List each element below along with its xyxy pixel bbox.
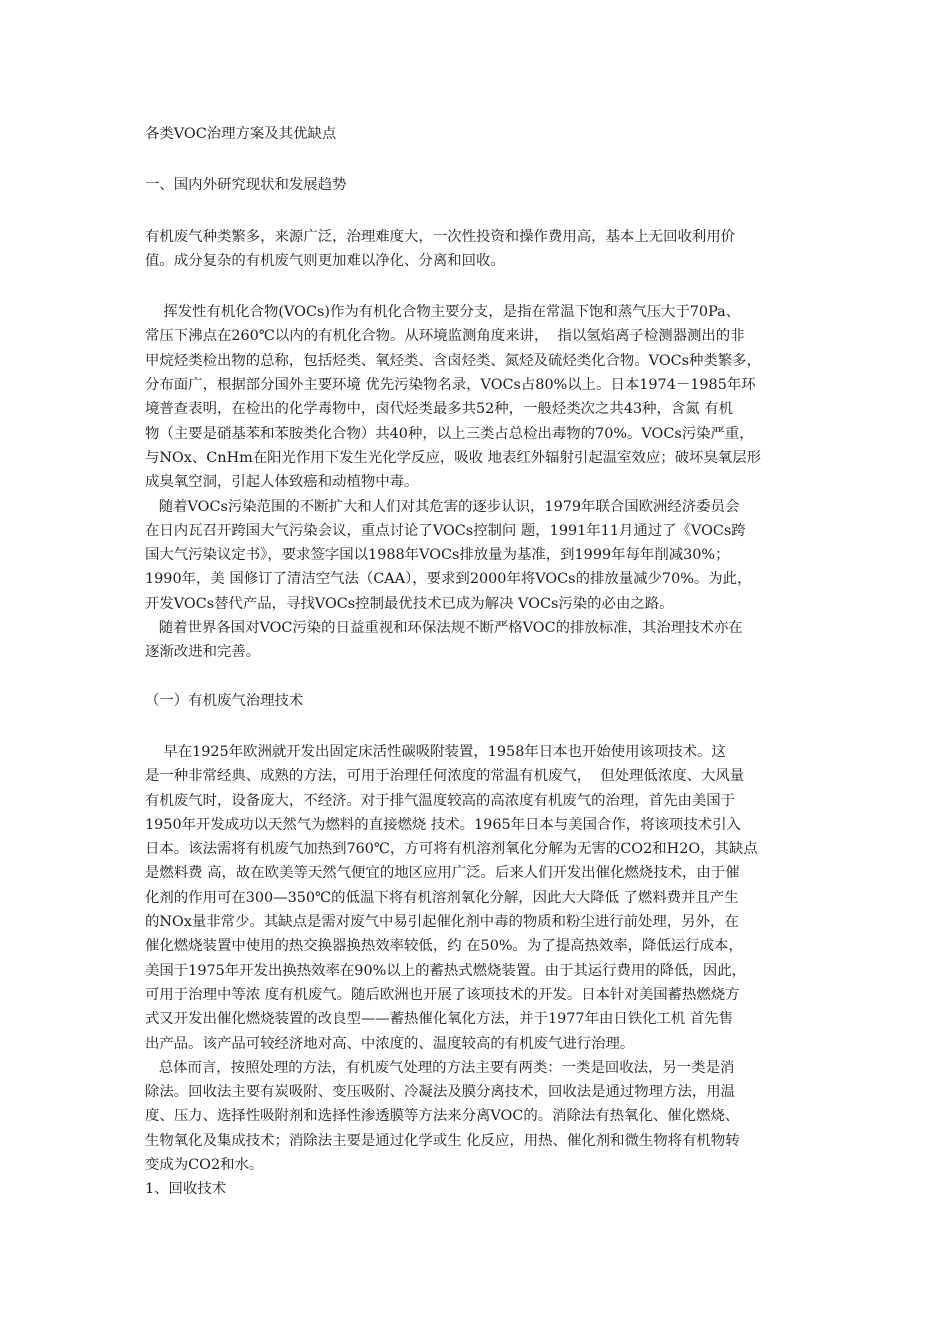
paragraph-6: [145, 1056, 813, 1177]
paragraph-line: 是燃料费 高，故在欧美等天然气便宜的地区应用广泛。后来人们开发出催化燃烧技术，由于催: [145, 865, 740, 882]
paragraph-line: 的NOx量非常少。其缺点是需对废气中易引起催化剂中毒的物质和粉尘进行前处理，另外，在: [145, 914, 739, 931]
paragraph-line: 有机废气时，设备庞大，不经济。对于排气温度较高的高浓度有机废气的治理，首先由美国于: [145, 792, 736, 809]
paragraph-line: 日本。该法需将有机废气加热到760℃，方可将有机溶剂氧化分解为无害的CO2和H2O，其缺点: [145, 841, 758, 858]
paragraph-line: 成臭氧空洞，引起人体致癌和动植物中毒。: [145, 474, 419, 491]
section-heading: 一、国内外研究现状和发展趋势: [145, 177, 347, 194]
paragraph-line: 美国于1975年开发出换热效率在90%以上的蓄热式燃烧装置。由于其运行费用的降低，因此，: [145, 962, 747, 979]
paragraph-line: 甲烷烃类检出物的总称，包括烃类、氧烃类、含卤烃类、氮烃及硫烃类化合物。VOCs种类繁多，: [145, 352, 761, 369]
paragraph-3: [145, 495, 813, 616]
paragraph-line: 常压下沸点在260℃以内的有机化合物。从环境监测角度来讲， 指以氢焰离子检测器测出的非: [145, 328, 745, 345]
paragraph-line: 在日内瓦召开跨国大气污染会议，重点讨论了VOCs控制问 题，1991年11月通过了《VOCs跨: [145, 522, 746, 539]
paragraph-line: 1990年，美 国修订了清洁空气法（CAA），要求到2000年将VOCs的排放量减少70%。为此，: [145, 571, 752, 588]
paragraph-line: 开发VOCs替代产品，寻找VOCs控制最优技术已成为解决 VOCs污染的必由之路。: [145, 595, 674, 612]
paragraph-line: 国大气污染议定书》，要求签字国以1988年VOCs排放量为基准，到1999年每年削减30%；: [145, 547, 730, 564]
paragraph-line: 总体而言，按照处理的方法，有机废气处理的方法主要有两类：一类是回收法，另一类是消: [145, 1059, 735, 1076]
paragraph-line: 境普查表明，在检出的化学毒物中，卤代烃类最多共52种，一般烃类次之共43种，含氮 有机: [145, 401, 734, 418]
paragraph-line: 除法。回收法主要有炭吸附、变压吸附、冷凝法及膜分离技术，回收法是通过物理方法，用温: [145, 1084, 736, 1101]
item-heading: 1、回收技术: [145, 1181, 227, 1198]
paragraph-line: 有机废气种类繁多，来源广泛，治理难度大，一次性投资和操作费用高，基本上无回收利用价: [145, 228, 736, 245]
paragraph-line: 与NOx、CnHm在阳光作用下发生光化学反应，吸收 地表红外辐射引起温室效应；破坏臭氧层形: [145, 449, 762, 466]
paragraph-line: 早在1925年欧洲就开发出固定床活性碳吸附装置，1958年日本也开始使用该项技术。这: [145, 743, 726, 760]
paragraph-line: 挥发性有机化合物(VOCs)作为有机化合物主要分支，是指在常温下饱和蒸气压大于70Pa、: [145, 304, 741, 321]
paragraph-line: 1950年开发成功以天然气为燃料的直接燃烧 技术。1965年日本与美国合作，将该项技术引入: [145, 816, 741, 833]
paragraph-1: [145, 225, 813, 274]
document-title: 各类VOC治理方案及其优缺点: [145, 126, 337, 142]
document-page: [145, 122, 813, 1202]
paragraph-line: 变成为CO2和水。: [145, 1156, 264, 1173]
paragraph-2: [145, 300, 813, 494]
paragraph-line: 度、压力、选择性吸附剂和选择性渗透膜等方法来分离VOC的。消除法有热氧化、催化燃烧、: [145, 1108, 740, 1125]
paragraph-line: 生物氧化及集成技术；消除法主要是通过化学或生 化反应，用热、催化剂和微生物将有机物转: [145, 1132, 740, 1149]
paragraph-line: 催化燃烧装置中使用的热交换器换热效率较低，约 在50%。为了提高热效率，降低运行成本，: [145, 938, 743, 955]
paragraph-line: 是一种非常经典、成熟的方法，可用于治理任何浓度的常温有机废气， 但处理低浓度、大风量: [145, 768, 745, 785]
paragraph-5: [145, 740, 813, 1056]
paragraph-line: 随着世界各国对VOC污染的日益重视和环保法规不断严格VOC的排放标准，其治理技术亦在: [145, 620, 743, 637]
paragraph-line: 物（主要是硝基苯和苯胺类化合物）共40种，以上三类占总检出毒物的70%。VOCs污染严重，: [145, 425, 754, 442]
paragraph-line: 化剂的作用可在300—350℃的低温下将有机溶剂氧化分解，因此大大降低 了燃料费并且产生: [145, 889, 739, 906]
paragraph-line: 值。成分复杂的有机废气则更加难以净化、分离和回收。: [145, 252, 505, 269]
paragraph-line: 式又开发出催化燃烧装置的改良型——蓄热催化氧化方法，并于1977年由日铁化工机 首先售: [145, 1011, 734, 1028]
paragraph-line: 分布面广，根据部分国外主要环境 优先污染物名录，VOCs占80%以上。日本1974－1985年环: [145, 377, 756, 394]
paragraph-line: 可用于治理中等浓 度有机废气。随后欧洲也开展了该项技术的开发。日本针对美国蓄热燃烧方: [145, 986, 740, 1003]
paragraph-4: [145, 616, 813, 665]
paragraph-line: 随着VOCs污染范围的不断扩大和人们对其危害的逐步认识，1979年联合国欧洲经济委员会: [145, 498, 740, 515]
paragraph-line: 逐渐改进和完善。: [145, 644, 261, 661]
paragraph-line: 出产品。该产品可较经济地对高、中浓度的、温度较高的有机废气进行治理。: [145, 1035, 635, 1052]
subsection-heading: （一）有机废气治理技术: [145, 692, 304, 709]
